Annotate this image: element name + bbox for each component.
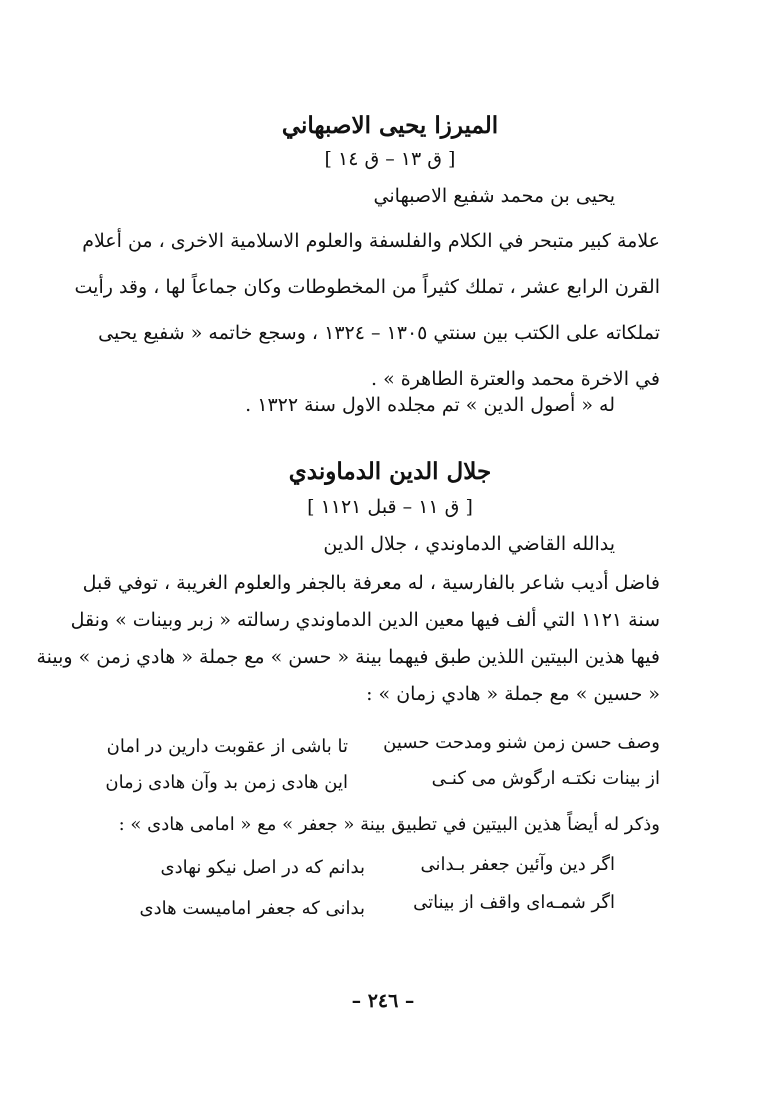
entry-2-name: يدالله القاضي الدماوندي ، جلال الدين (323, 533, 615, 555)
entry-2-line: سنة ١١٢١ التي ألف فيها معين الدين الدماوندي رسالته « زبر وبينات » ونقل (70, 609, 660, 631)
entry-2-dates: [ ق ١١ – قبل ١١٢١ ] (307, 496, 473, 518)
entry-2-biography (36, 565, 660, 713)
entry-1-dates: [ ق ١٣ – ق ١٤ ] (324, 148, 456, 170)
entry-1-name: يحيى بن محمد شفيع الاصبهاني (373, 185, 615, 207)
verse-2-right-hemistich: از بينات نكتـه ارگوش مى كنـى (431, 768, 660, 789)
verse-3-right-hemistich: اگر دين وآئين جعفر بـدانى (420, 854, 615, 875)
entry-1-biography (74, 218, 660, 402)
entry-1-title: الميرزا يحيى الاصبهاني (281, 112, 499, 139)
entry-1-works: له « أصول الدين » تم مجلده الاول سنة ١٣٢٢ . (245, 394, 615, 416)
entry-1-line: علامة كبير متبحر في الكلام والفلسفة والعلوم الاسلامية الاخرى ، من أعلام (82, 230, 660, 252)
verse-4-right-hemistich: اگر شمـه‌اى واقف از بيناتى (413, 892, 615, 913)
verse-4-left-hemistich: بدانى كه جعفر اماميست هادى (139, 898, 365, 919)
verse-1-right-hemistich: وصف حسن زمن شنو ومدحت حسين (383, 732, 660, 753)
entry-2-line: فاضل أديب شاعر بالفارسية ، له معرفة بالجفر والعلوم الغريبة ، توفي قبل (82, 572, 660, 594)
page-number: – ٢٤٦ – (351, 990, 415, 1012)
entry-1-line: القرن الرابع عشر ، تملك كثيراً من المخطوطات وكان جماعاً لها ، وقد رأيت (74, 276, 660, 298)
verse-2-left-hemistich: اين هادى زمن بد وآن هادى زمان (105, 772, 348, 793)
entry-2-title: جلال الدين الدماوندي (288, 458, 492, 485)
entry-2-line: « حسين » مع جملة « هادي زمان » : (366, 683, 660, 705)
entry-2-second-intro: وذكر له أيضاً هذين البيتين في تطبيق بينة « جعفر » مع « امامى هادى » : (118, 814, 660, 835)
entry-1-line: تملكاته على الكتب بين سنتي ١٣٠٥ – ١٣٢٤ ، وسجع خاتمه « شفيع يحيى (98, 322, 660, 344)
verse-3-left-hemistich: بدانم كه در اصل نيكو نهادى (160, 857, 365, 878)
entry-1-line: في الاخرة محمد والعترة الطاهرة » . (371, 368, 660, 390)
entry-2-line: فيها هذين البيتين اللذين طبق فيهما بينة « حسن » مع جملة « هادي زمن » وبينة (36, 646, 660, 668)
verse-1-left-hemistich: تا باشى از عقوبت دارين در امان (106, 736, 348, 757)
